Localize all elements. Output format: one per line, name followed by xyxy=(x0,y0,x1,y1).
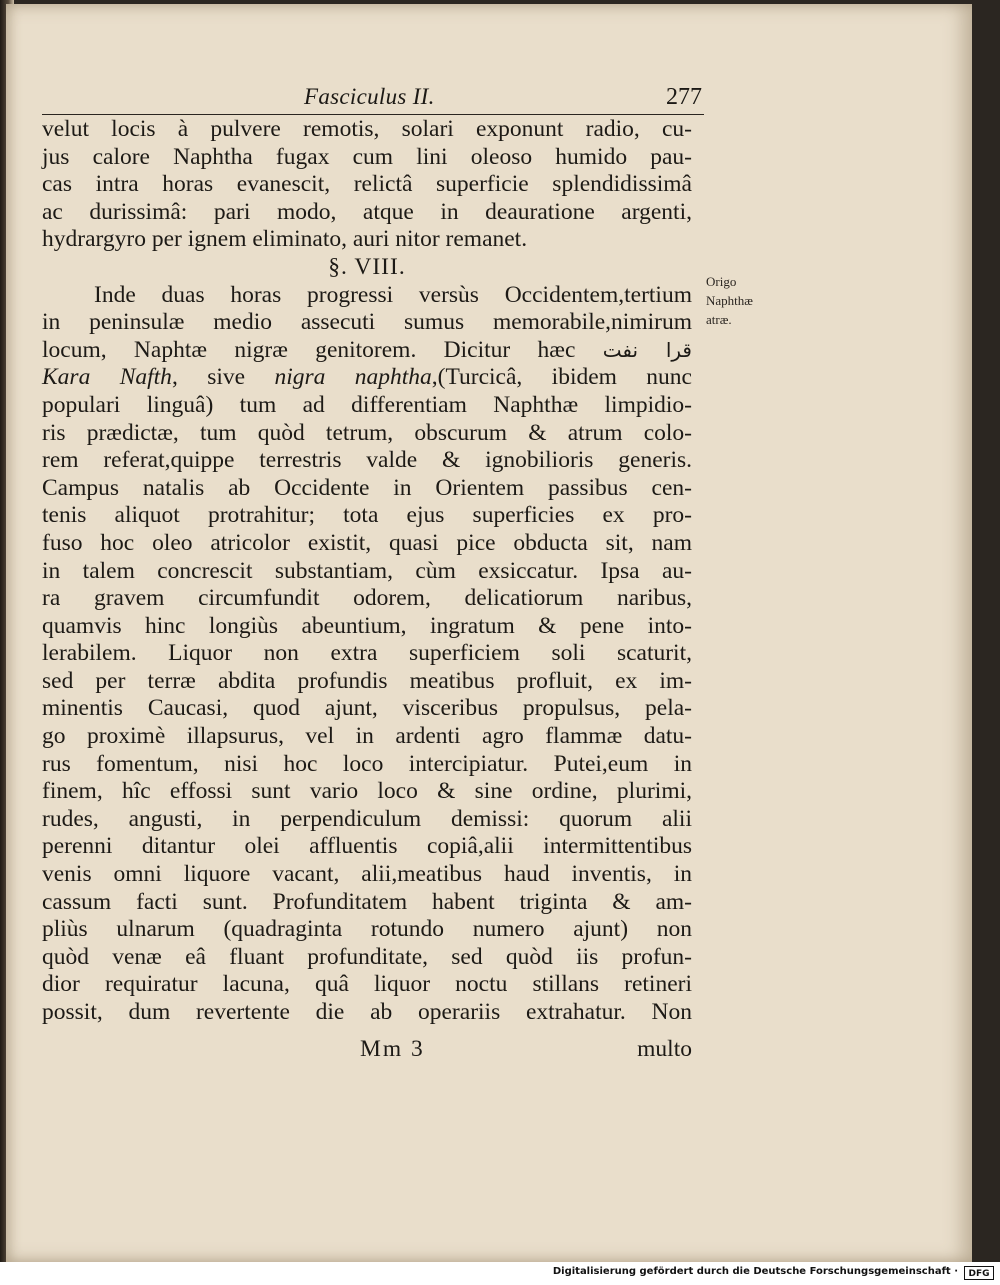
text-line: populari linguâ) tum ad differentiam Naphthæ limpidio- xyxy=(42,391,692,418)
text-line: in peninsulæ medio assecuti sumus memorabile,nimirum xyxy=(42,309,692,336)
text-line: perenni ditantur olei affluentis copiâ,alii intermittentibus xyxy=(42,833,692,860)
text-line: lerabilem. Liquor non extra superficiem soli scaturit, xyxy=(42,640,692,667)
signature-mark: Mm 3 xyxy=(360,1036,425,1062)
text-line: Campus natalis ab Occidente in Orientem passibus cen- xyxy=(42,474,692,501)
section-heading: §. VIII. xyxy=(328,253,406,280)
text-line: cas intra horas evanescit, relictâ superficie splendidissimâ xyxy=(42,171,692,198)
margin-note-line: Naphthæ xyxy=(706,293,753,308)
footer-bar xyxy=(0,1262,1000,1285)
text-line: quamvis hinc longiùs abeuntium, ingratum & pene into- xyxy=(42,612,692,639)
text-line: minentis Caucasi, quod ajunt, visceribus propulsus, pela- xyxy=(42,695,692,722)
footer-credit: Digitalisierung gefördert durch die Deutsche Forschungsgemeinschaft · xyxy=(552,1266,958,1277)
arabic-word: قرا نفت xyxy=(602,337,692,362)
text-line: ris prædictæ, tum quòd tetrum, obscurum & atrum colo- xyxy=(42,419,692,446)
dfg-logo: DFG xyxy=(964,1266,994,1280)
text-line: rudes, angusti, in perpendiculum demissi: quorum alii xyxy=(42,805,692,832)
book-page xyxy=(6,4,972,1262)
text-line: dior requiratur lacuna, quâ liquor noctu stillans retineri xyxy=(42,971,692,998)
text-line: cassum facti sunt. Profunditatem habent triginta & am- xyxy=(42,888,692,915)
text-line: pliùs ulnarum (quadraginta rotundo numero ajunt) non xyxy=(42,916,692,943)
running-head-title: Fasciculus II. xyxy=(304,84,435,109)
text-line: finem, hîc effossi sunt vario loco & sine ordine, plurimi, xyxy=(42,778,692,805)
margin-note-line: atræ. xyxy=(706,312,732,327)
margin-note xyxy=(706,272,786,329)
text-line: jus calore Naphtha fugax cum lini oleoso humido pau- xyxy=(42,143,692,170)
text-line: go proximè illapsurus, vel in ardenti agro flammæ datu- xyxy=(42,723,692,750)
text-line: Kara Nafth, sive nigra naphtha,(Turcicâ, ibidem nunc xyxy=(42,364,692,391)
text-line: Inde duas horas progressi versùs Occidentem,tertium xyxy=(94,281,692,308)
text-line: possit, dum revertente die ab operariis extrahatur. Non xyxy=(42,999,692,1025)
text-line: rus fomentum, nisi hoc loco intercipiatur. Putei,eum in xyxy=(42,750,692,777)
signature-line xyxy=(42,1036,692,1066)
text-line: velut locis à pulvere remotis, solari exponunt radio, cu- xyxy=(42,116,692,142)
page-number: 277 xyxy=(666,84,702,110)
running-head xyxy=(42,84,704,115)
body-text xyxy=(42,116,692,1027)
text-line: ac durissimâ: pari modo, atque in deauratione argenti, xyxy=(42,198,692,225)
text-line: sed per terræ abdita profundis meatibus profluit, ex im- xyxy=(42,667,692,694)
text-line: locum, Naphtæ nigræ genitorem. Dicitur hæc قرا نفت xyxy=(42,336,692,363)
text-line: tenis aliquot protrahitur; tota ejus superficies ex pro- xyxy=(42,502,692,529)
text-line: rem referat,quippe terrestris valde & ignobilioris generis. xyxy=(42,447,692,474)
catchword: multo xyxy=(637,1036,692,1062)
text-line: ra gravem circumfundit odorem, delicatiorum naribus, xyxy=(42,585,692,612)
margin-note-line: Origo xyxy=(706,274,737,289)
text-line: venis omni liquore vacant, alii,meatibus haud inventis, in xyxy=(42,861,692,888)
text-line: quòd venæ eâ fluant profunditate, sed quòd iis profun- xyxy=(42,943,692,970)
text-line: fuso hoc oleo atricolor existit, quasi pice obducta sit, nam xyxy=(42,529,692,556)
text-line: in talem concrescit substantiam, cùm exsiccatur. Ipsa au- xyxy=(42,557,692,584)
text-line: hydrargyro per ignem eliminato, auri nitor remanet. xyxy=(42,226,528,253)
